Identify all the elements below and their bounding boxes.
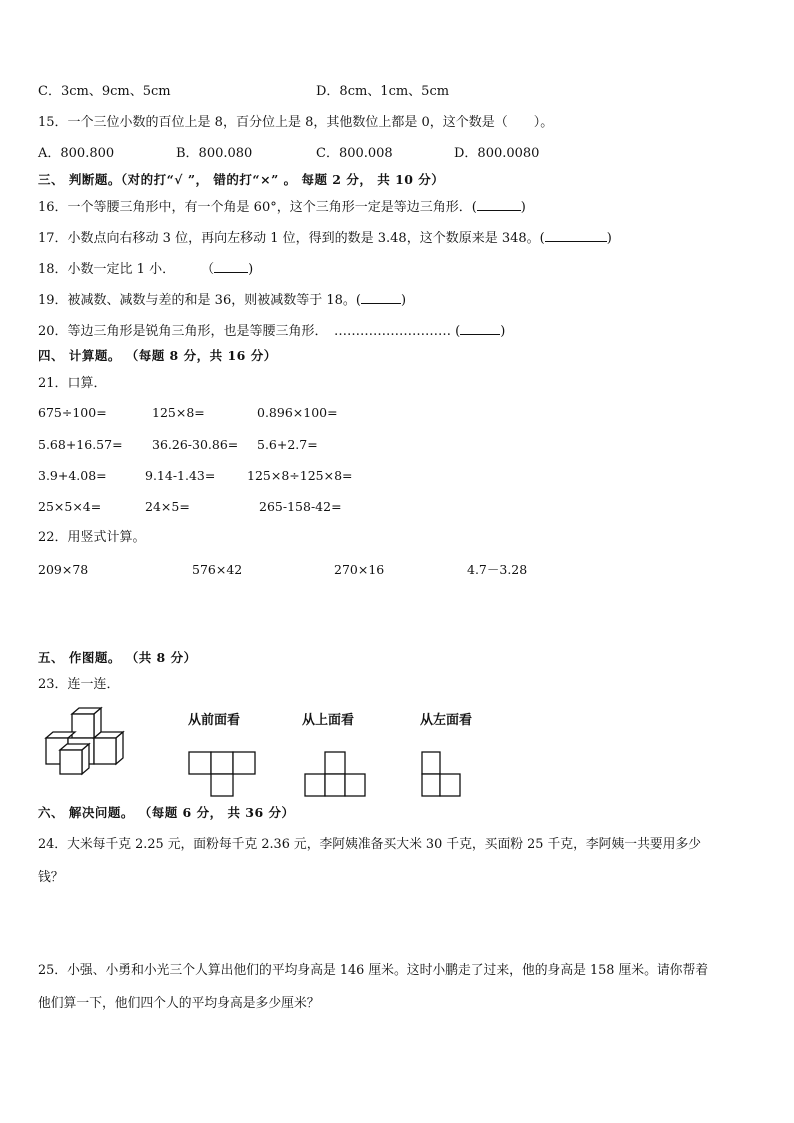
oral-item: 5.68+16.57= (38, 437, 123, 452)
q19 (38, 291, 406, 310)
q15-option-a: A．800.800 (38, 146, 115, 161)
q20 (38, 322, 505, 341)
q24-line1: 24．大米每千克 2.25 元，面粉每千克 2.36 元，李阿姨准备买大米 30 千克，买面粉 25 千克，李阿姨一共要用多少 (38, 837, 702, 852)
q21-stem: 21．口算． (38, 376, 107, 391)
vertical-item: 270×16 (334, 562, 385, 577)
q17-answer-blank[interactable] (545, 229, 607, 242)
cube-face (72, 714, 94, 738)
q15-option-c: C．800.008 (316, 146, 393, 161)
oral-item: 25×5×4= (38, 499, 102, 514)
view-label-left: 从左面看 (420, 713, 473, 728)
oral-item: 3.9+4.08= (38, 468, 107, 483)
cube-stack-figure (40, 708, 140, 780)
q16 (38, 198, 526, 217)
q25-line2: 他们算一下，他们四个人的平均身高是多少厘米？ (38, 996, 320, 1011)
oral-item: 24×5= (145, 499, 190, 514)
q15-option-d: D．800.0080 (454, 146, 540, 161)
q16-close: ) (520, 200, 526, 215)
oral-item: 125×8÷125×8= (247, 468, 353, 483)
q18-text: 18．小数一定比 1 小． （ (38, 262, 215, 277)
q18-answer-blank[interactable] (214, 260, 248, 273)
oral-item: 125×8= (152, 405, 205, 420)
q15-option-b: B．800.080 (176, 146, 253, 161)
oral-item: 675÷100= (38, 405, 107, 420)
q20-close: ) (500, 324, 506, 339)
cube-face (116, 732, 123, 764)
q16-answer-blank[interactable] (477, 198, 521, 211)
view-shape-inverted-t[interactable] (305, 752, 375, 798)
q19-close: ) (400, 293, 407, 308)
view-label-front: 从前面看 (188, 713, 241, 728)
oral-item: 0.896×100= (257, 405, 338, 420)
q23-stem: 23．连一连． (38, 677, 120, 692)
section6-title: 六、 解决问题。 （每题 6 分， 共 36 分） (38, 805, 295, 820)
q15-stem: 15．一个三位小数的百位上是 8，百分位上是 8，其他数位上都是 0，这个数是（ ）。 (38, 115, 554, 130)
vertical-item: 4.7－3.28 (467, 562, 528, 577)
q17 (38, 229, 612, 248)
q24-line2: 钱？ (38, 870, 64, 885)
q25-line1: 25．小强、小勇和小光三个人算出他们的平均身高是 146 厘米。这时小鹏走了过来，他的身高是 158 厘米。请你帮着 (38, 963, 709, 978)
q14-option-d: D．8cm、1cm、5cm (316, 84, 450, 99)
section3-title: 三、 判断题。（对的打“√ ”， 错的打“×” 。 每题 2 分， 共 10 分） (38, 172, 445, 187)
q20-text: 20．等边三角形是锐角三角形，也是等腰三角形． ……………………… ( (38, 324, 461, 339)
vertical-item: 576×42 (192, 562, 243, 577)
q18-close: ) (248, 262, 254, 277)
q17-close: ) (606, 231, 612, 246)
cube-face (94, 738, 116, 764)
view-label-top: 从上面看 (302, 713, 355, 728)
q14-option-c: C．3cm、9cm、5cm (38, 84, 171, 99)
q16-text: 16．一个等腰三角形中，有一个角是 60°，这个三角形一定是等边三角形．( (38, 200, 477, 215)
section5-title: 五、 作图题。 （共 8 分） (38, 650, 197, 665)
q19-text: 19．被减数、减数与差的和是 36，则被减数等于 18。( (38, 293, 361, 308)
oral-item: 265-158-42= (259, 499, 342, 514)
cube-face (82, 744, 89, 774)
q22-stem: 22．用竖式计算。 (38, 530, 146, 545)
q20-answer-blank[interactable] (460, 322, 500, 335)
oral-item: 5.6+2.7= (257, 437, 318, 452)
view-shape-l[interactable] (421, 752, 467, 798)
section4-title: 四、 计算题。 （每题 8 分，共 16 分） (38, 348, 277, 363)
q17-text: 17．小数点向右移动 3 位，再向左移动 1 位，得到的数是 3.48，这个数原来是 348。( (38, 231, 545, 246)
oral-item: 9.14-1.43= (145, 468, 216, 483)
q18 (38, 260, 253, 279)
view-shape-t[interactable] (189, 752, 279, 798)
q19-answer-blank[interactable] (361, 291, 401, 304)
cube-face (46, 732, 75, 738)
oral-item: 36.26-30.86= (152, 437, 239, 452)
cube-face (60, 750, 82, 774)
vertical-item: 209×78 (38, 562, 89, 577)
